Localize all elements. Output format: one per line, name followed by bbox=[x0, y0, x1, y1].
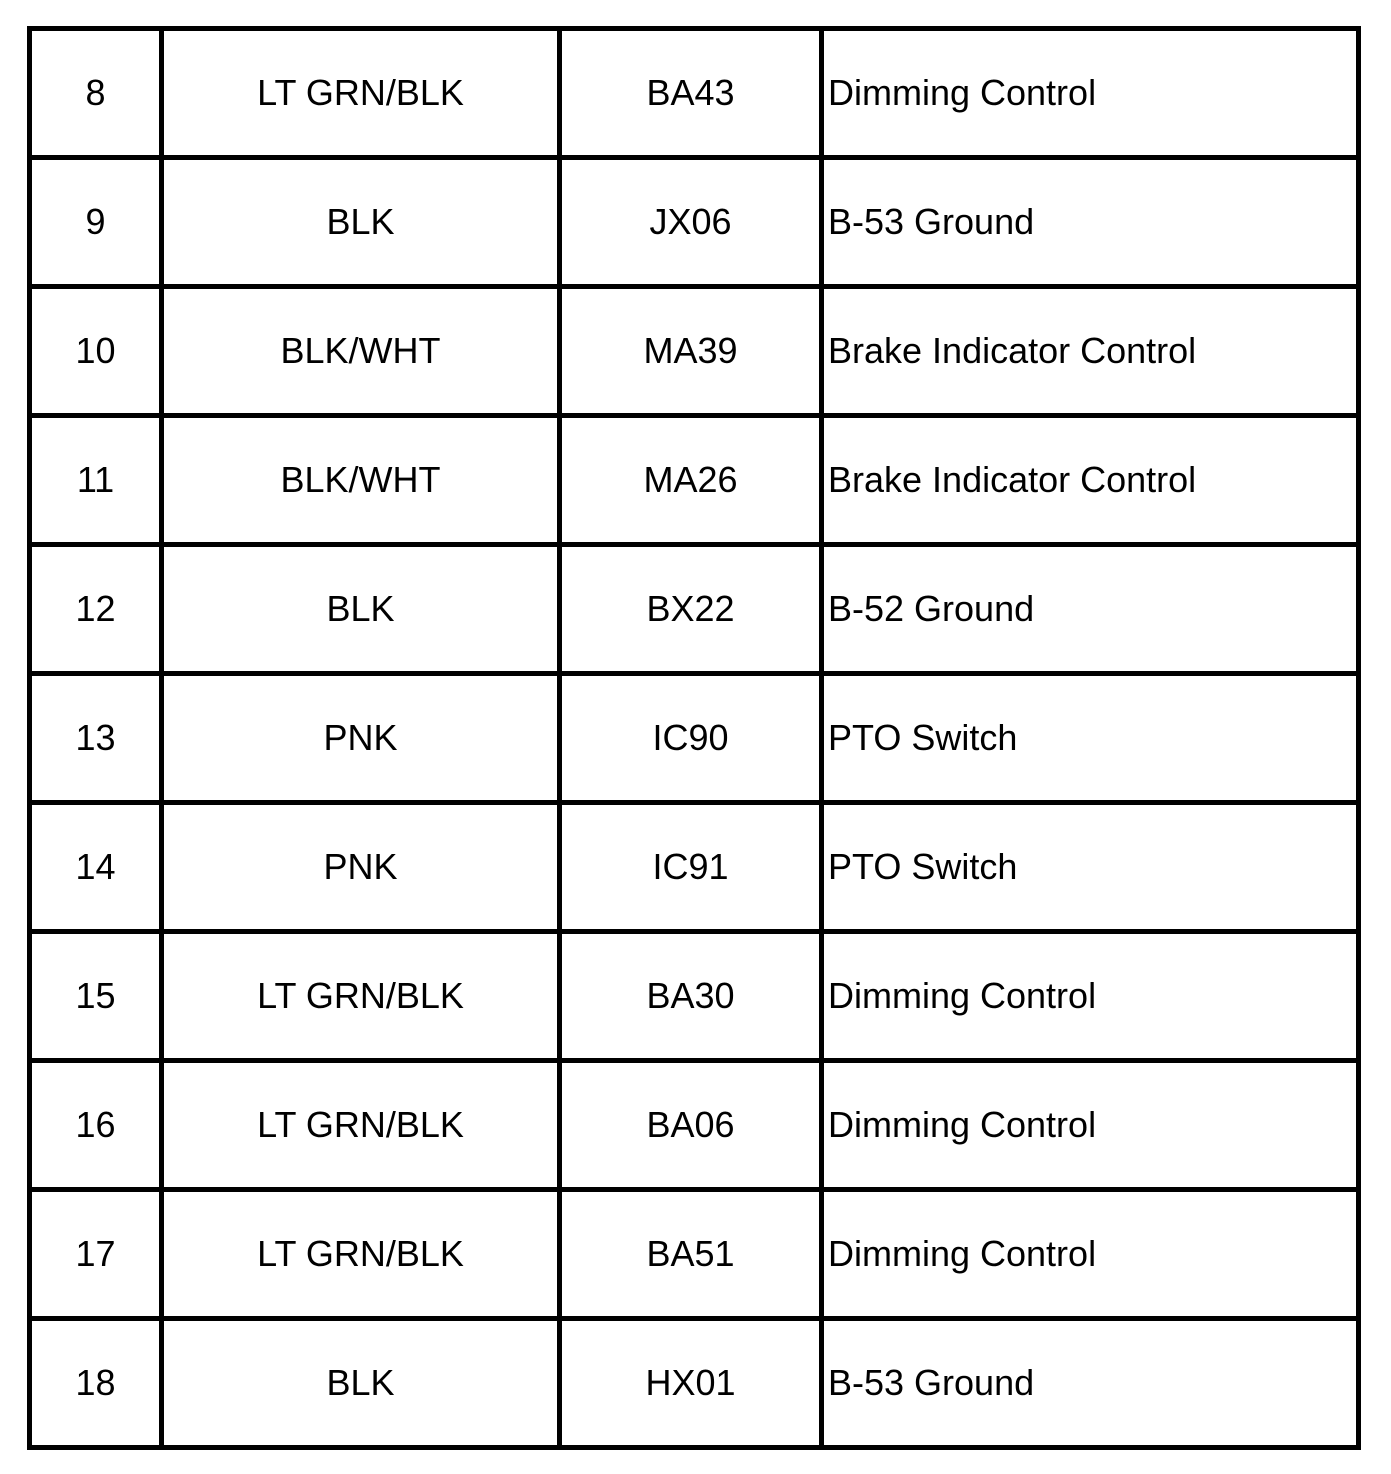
wire-color-cell: LT GRN/BLK bbox=[162, 29, 560, 158]
function-cell: B-52 Ground bbox=[822, 545, 1359, 674]
pin-number-cell: 18 bbox=[30, 1319, 162, 1448]
pin-number-cell: 10 bbox=[30, 287, 162, 416]
wire-color-cell: BLK/WHT bbox=[162, 416, 560, 545]
wire-color-cell: PNK bbox=[162, 803, 560, 932]
circuit-cell: BA30 bbox=[560, 932, 822, 1061]
pin-number-cell: 8 bbox=[30, 29, 162, 158]
wire-color-cell: BLK/WHT bbox=[162, 287, 560, 416]
function-cell: PTO Switch bbox=[822, 803, 1359, 932]
function-cell: Brake Indicator Control bbox=[822, 416, 1359, 545]
wire-color-cell: BLK bbox=[162, 158, 560, 287]
table-row bbox=[30, 932, 1359, 1061]
wire-color-cell: LT GRN/BLK bbox=[162, 1061, 560, 1190]
wire-color-cell: BLK bbox=[162, 545, 560, 674]
wire-color-cell: LT GRN/BLK bbox=[162, 1190, 560, 1319]
circuit-cell: BX22 bbox=[560, 545, 822, 674]
pin-number-cell: 14 bbox=[30, 803, 162, 932]
pin-number-cell: 9 bbox=[30, 158, 162, 287]
pin-number-cell: 15 bbox=[30, 932, 162, 1061]
connector-pinout-table bbox=[27, 26, 1361, 1450]
table-body bbox=[30, 29, 1359, 1448]
pin-number-cell: 12 bbox=[30, 545, 162, 674]
circuit-cell: MA39 bbox=[560, 287, 822, 416]
table-row bbox=[30, 1190, 1359, 1319]
function-cell: Dimming Control bbox=[822, 1061, 1359, 1190]
wire-color-cell: BLK bbox=[162, 1319, 560, 1448]
table-row bbox=[30, 29, 1359, 158]
wire-color-cell: PNK bbox=[162, 674, 560, 803]
circuit-cell: IC90 bbox=[560, 674, 822, 803]
table-row bbox=[30, 287, 1359, 416]
function-cell: B-53 Ground bbox=[822, 1319, 1359, 1448]
table-row bbox=[30, 158, 1359, 287]
circuit-cell: IC91 bbox=[560, 803, 822, 932]
pin-number-cell: 16 bbox=[30, 1061, 162, 1190]
pin-number-cell: 11 bbox=[30, 416, 162, 545]
function-cell: Dimming Control bbox=[822, 1190, 1359, 1319]
function-cell: Brake Indicator Control bbox=[822, 287, 1359, 416]
circuit-cell: JX06 bbox=[560, 158, 822, 287]
table-row bbox=[30, 1319, 1359, 1448]
function-cell: PTO Switch bbox=[822, 674, 1359, 803]
circuit-cell: BA06 bbox=[560, 1061, 822, 1190]
function-cell: Dimming Control bbox=[822, 29, 1359, 158]
table-row bbox=[30, 545, 1359, 674]
pin-number-cell: 13 bbox=[30, 674, 162, 803]
circuit-cell: BA43 bbox=[560, 29, 822, 158]
circuit-cell: HX01 bbox=[560, 1319, 822, 1448]
table-row bbox=[30, 674, 1359, 803]
function-cell: Dimming Control bbox=[822, 932, 1359, 1061]
pin-number-cell: 17 bbox=[30, 1190, 162, 1319]
circuit-cell: MA26 bbox=[560, 416, 822, 545]
wire-color-cell: LT GRN/BLK bbox=[162, 932, 560, 1061]
table-row bbox=[30, 416, 1359, 545]
circuit-cell: BA51 bbox=[560, 1190, 822, 1319]
table-row bbox=[30, 1061, 1359, 1190]
function-cell: B-53 Ground bbox=[822, 158, 1359, 287]
table-row bbox=[30, 803, 1359, 932]
